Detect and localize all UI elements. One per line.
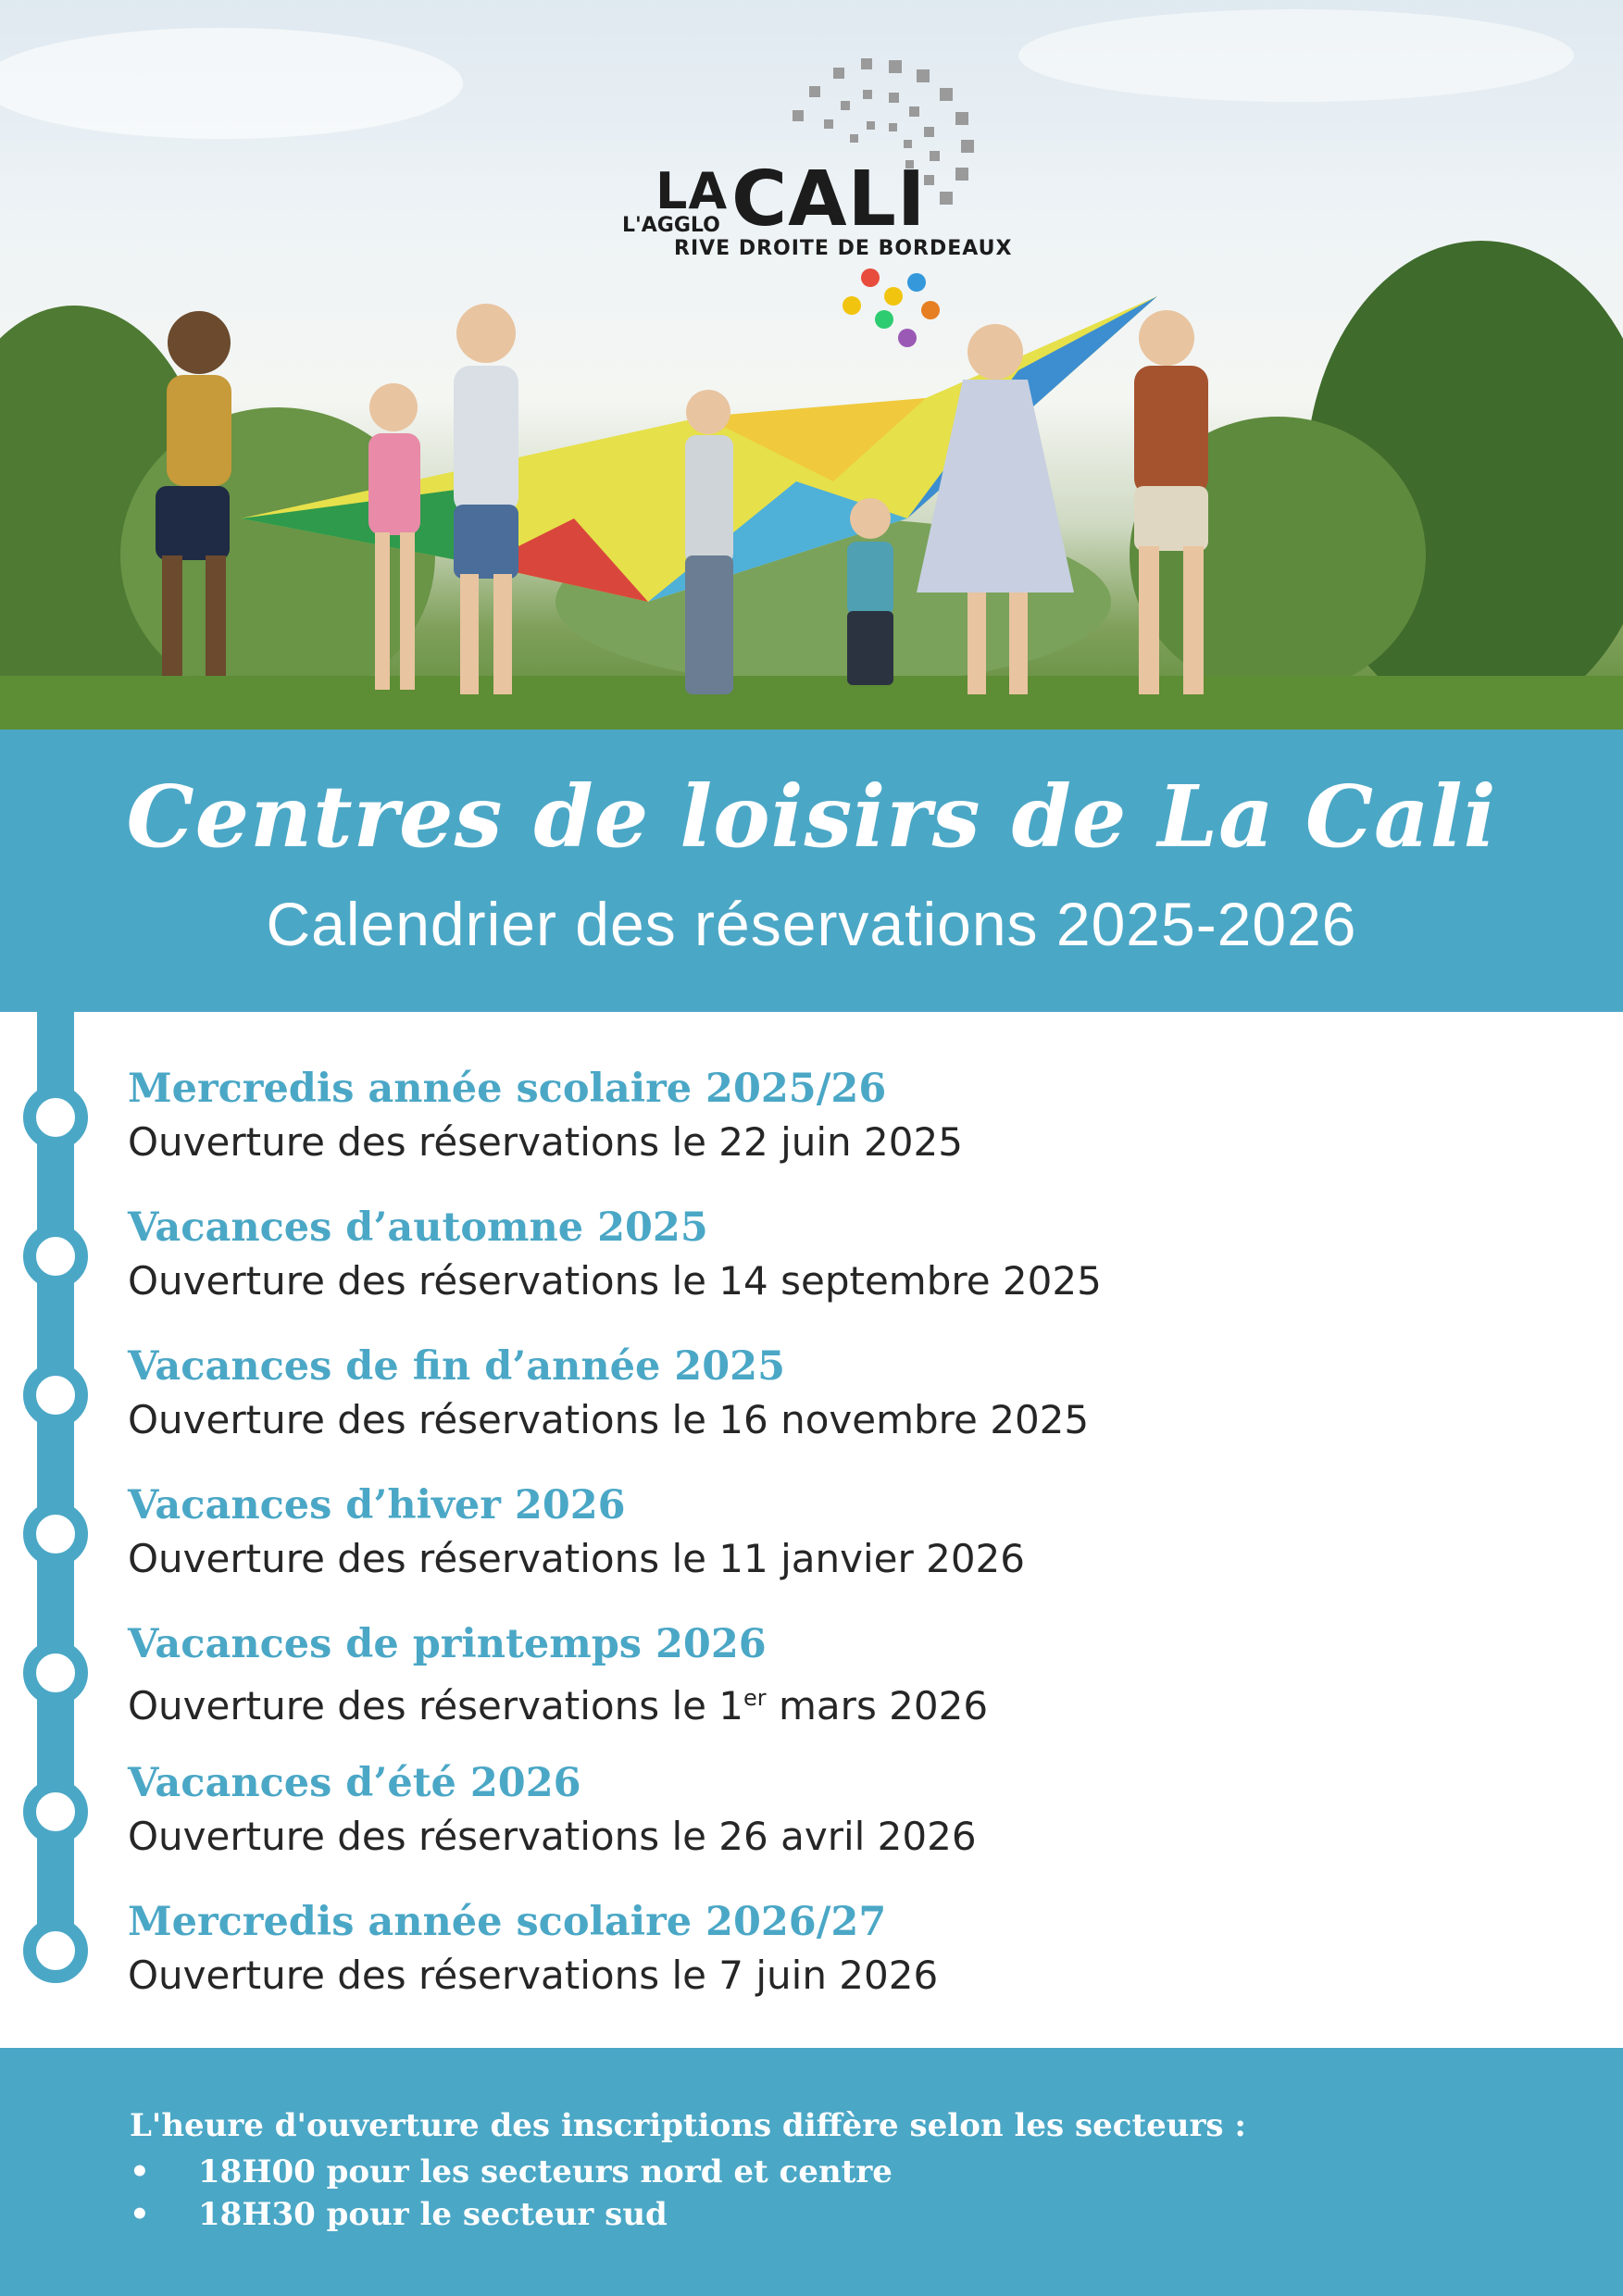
timeline-dot [23,1224,88,1289]
bullet-icon: • [130,2196,150,2233]
list-item [128,1896,1572,2003]
logo-la-text: LA [655,162,729,220]
page-title: Centres de loisirs de La Cali [126,767,1497,867]
bullet-icon: • [130,2153,150,2190]
page-subtitle: Calendrier des réservations 2025-2026 [266,890,1357,958]
hero-photo [0,0,1623,730]
timeline-dot [23,1363,88,1428]
entry-title: Vacances d’hiver 2026 [128,1482,626,1529]
entry-title: Vacances de printemps 2026 [128,1621,767,1667]
footer-band [0,2048,1623,2296]
logo-tagline-text: RIVE DROITE DE BORDEAUX [674,237,1013,260]
entry-text: Ouverture des réservations le 14 septembre 2025 [128,1258,1102,1304]
entry-title: Vacances de fin d’année 2025 [128,1343,785,1390]
logo-agglo-text: L'AGGLO [622,214,720,237]
footer-item-text: 18H30 pour le secteur sud [198,2196,668,2233]
entry-text: Ouverture des réservations le 22 juin 2025 [128,1119,963,1165]
title-band [0,730,1623,1012]
la-cali-logo [611,51,1018,273]
timeline-dot [23,1085,88,1150]
entry-text-part: Ouverture des réservations le 1 [128,1683,744,1728]
entry-title: Mercredis année scolaire 2025/26 [128,1066,887,1112]
footer-item-text: 18H00 pour les secteurs nord et centre [198,2153,893,2190]
footer-intro-text: L'heure d'ouverture des inscriptions diffère selon les secteurs : [130,2107,1246,2144]
logo-cali-text: CALI [731,156,927,243]
list-item [128,1341,1572,1448]
entry-title: Mercredis année scolaire 2026/27 [128,1899,887,1945]
entry-text [128,1670,1572,1734]
entry-text-superscript: er [743,1685,767,1711]
list-item [128,1479,1572,1587]
footer-list-item [130,2196,668,2233]
timeline-dot [23,1918,88,1983]
timeline-dot [23,1779,88,1844]
entry-text: Ouverture des réservations le 26 avril 2026 [128,1814,977,1859]
entry-title: Vacances d’été 2026 [128,1760,581,1806]
timeline-dot [23,1641,88,1705]
list-item [128,1757,1572,1865]
list-item [128,1202,1572,1309]
footer-list-item [130,2153,893,2190]
entry-text: Ouverture des réservations le 7 juin 2026 [128,1953,939,1998]
list-item [128,1618,1572,1734]
entry-text-part: mars 2026 [766,1683,989,1728]
entry-text: Ouverture des réservations le 11 janvier 2026 [128,1536,1025,1581]
entry-text: Ouverture des réservations le 16 novembre 2025 [128,1397,1090,1442]
timeline-dot [23,1502,88,1566]
list-item [128,1063,1572,1170]
entry-title: Vacances d’automne 2025 [128,1204,708,1251]
